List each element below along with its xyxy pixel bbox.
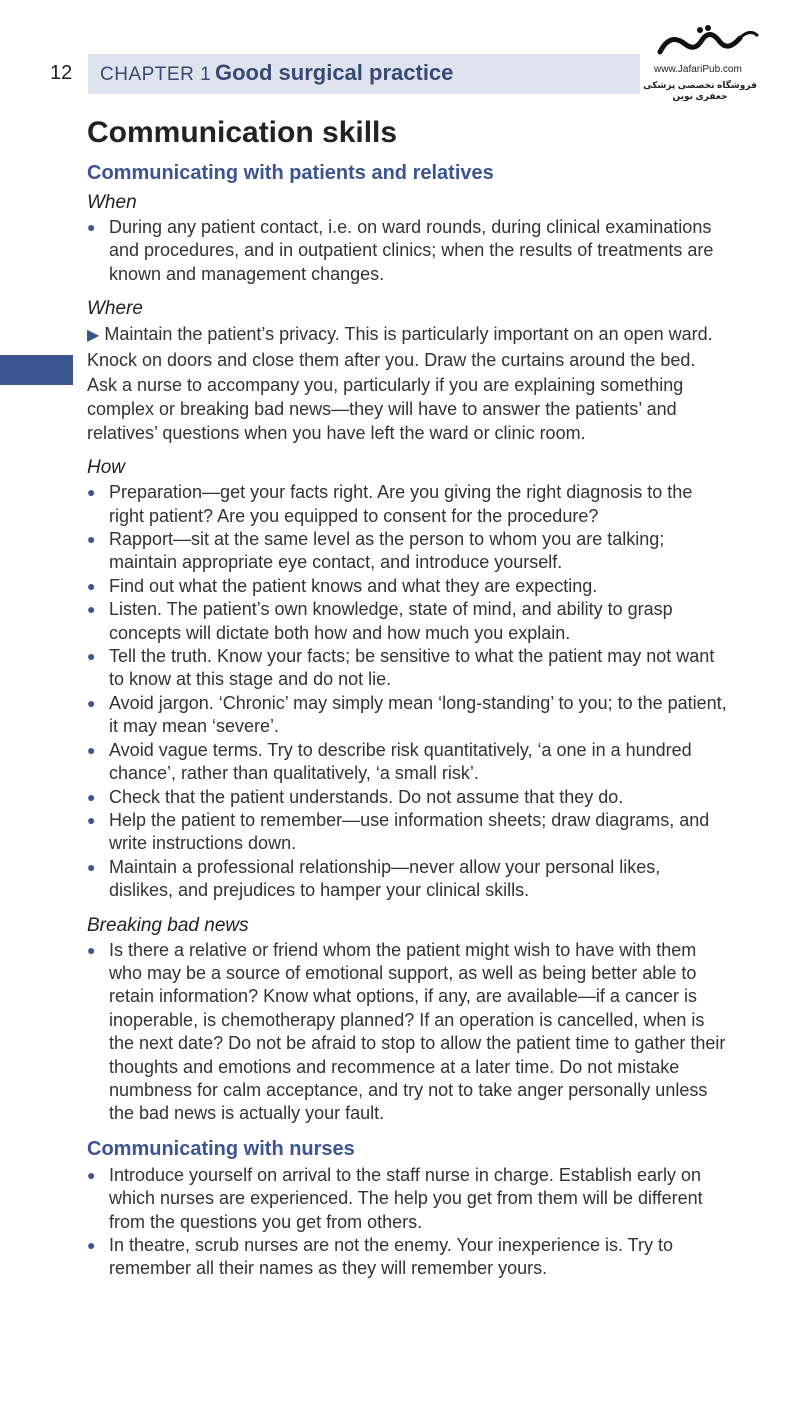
list-item	[87, 528, 727, 575]
subsection-heading-how: How	[87, 457, 126, 479]
section-heading-patients: Communicating with patients and relatives	[87, 162, 494, 184]
bullet-dot-icon: ●	[87, 694, 96, 711]
list-item	[87, 692, 727, 739]
list-item-text: Check that the patient understands. Do not assume that they do.	[109, 786, 624, 807]
bullet-dot-icon: ●	[87, 577, 96, 594]
bullet-dot-icon: ●	[87, 219, 96, 235]
how-list	[87, 481, 727, 902]
list-item-text: Preparation—get your facts right. Are you giving the right diagnosis to the right patient? Are you equipped to consent for the procedure?	[109, 482, 693, 526]
list-item-text: Is there a relative or friend whom the patient might wish to have with them who may be a source of emotional support, as well as being better able to retain information? Know what options, if any, are available—if a cancer is inoperable, is chemotherapy planned? If an operation is cancelled, when is the next date? Do not be afraid to stop to allow the patient time to gather their thoughts and emotions and recommence at a later time. Do not mistake numbness for calm acceptance, and try not to take anger personally unless the bad news is actually your fault.	[109, 939, 726, 1124]
right-triangle-arrow-icon: ▶	[87, 327, 100, 345]
list-item	[87, 856, 727, 903]
list-item-text: Avoid jargon. ‘Chronic’ may simply mean ‘long-standing’ to you; to the patient, it may mean ‘severe’.	[109, 692, 727, 737]
bullet-dot-icon: ●	[87, 531, 96, 548]
list-item	[87, 786, 727, 809]
where-paragraph	[87, 322, 727, 445]
list-item-text: In theatre, scrub nurses are not the enemy. Your inexperience is. Try to remember all their names as they will remember yours.	[109, 1235, 673, 1279]
where-paragraph-text: Maintain the patient’s privacy. This is particularly important on an open ward. Knock on doors and close them after you. Draw the curtains around the bed. Ask a nurse to accompany you, particularly if you are explaining something complex or breaking bad news—they will have to answer the patients’ and relatives’ questions when you have left the ward or clinic room.	[87, 324, 713, 444]
when-list	[87, 216, 727, 286]
subsection-heading-when: When	[87, 192, 137, 213]
section-heading-nurses: Communicating with nurses	[87, 1137, 355, 1160]
list-item-text: Introduce yourself on arrival to the staff nurse in charge. Establish early on which nurses are experienced. The help you get from them will be different from the questions you get from others.	[109, 1164, 703, 1232]
list-item-text: Maintain a professional relationship—never allow your personal likes, dislikes, and prejudices to hamper your clinical skills.	[109, 856, 661, 901]
list-item	[87, 1234, 727, 1281]
chapter-label: CHAPTER 1	[100, 64, 212, 85]
publisher-subtitle: فروشگاه تخصصی پزشکی جعفری نوین	[643, 80, 757, 101]
list-item	[87, 481, 727, 528]
list-item-text: During any patient contact, i.e. on ward rounds, during clinical examinations and procedures, and in outpatient clinics; when the results of treatments are known and management changes.	[109, 217, 714, 284]
bullet-dot-icon: ●	[87, 1237, 96, 1254]
bullet-dot-icon: ●	[87, 601, 96, 618]
list-item-text: Tell the truth. Know your facts; be sensitive to what the patient may not want to know at this stage and do not lie.	[109, 646, 715, 690]
list-item	[87, 645, 727, 692]
publisher-logo-icon	[640, 22, 770, 66]
list-item	[87, 739, 727, 786]
list-item-text: Find out what the patient knows and what they are expecting.	[109, 575, 598, 596]
bullet-dot-icon: ●	[87, 741, 96, 758]
subsection-heading-bad-news: Breaking bad news	[87, 914, 249, 936]
bullet-dot-icon: ●	[87, 648, 96, 665]
list-item-text: Rapport—sit at the same level as the person to whom you are talking; maintain appropriate eye contact, and introduce yourself.	[109, 529, 665, 573]
publisher-url: www.JafariPub.com	[654, 64, 742, 75]
nurses-list	[87, 1164, 727, 1281]
list-item	[87, 939, 727, 1126]
bullet-dot-icon: ●	[87, 1166, 96, 1183]
bullet-dot-icon: ●	[87, 484, 96, 501]
list-item-text: Listen. The patient’s own knowledge, state of mind, and ability to grasp concepts will dictate both how and how much you explain.	[109, 599, 673, 643]
page-number: 12	[50, 62, 73, 84]
chapter-side-tab	[0, 355, 73, 385]
list-item	[87, 809, 727, 856]
subsection-heading-where: Where	[87, 298, 143, 320]
list-item	[87, 598, 727, 645]
bullet-dot-icon: ●	[87, 941, 96, 958]
chapter-title: Good surgical practice	[215, 60, 454, 85]
page-content	[87, 112, 727, 1281]
page-title: Communication skills	[87, 116, 398, 149]
bad-news-list	[87, 939, 727, 1126]
list-item	[87, 575, 727, 598]
bullet-dot-icon: ●	[87, 858, 96, 875]
list-item	[87, 1164, 727, 1234]
bullet-dot-icon: ●	[87, 811, 96, 828]
list-item	[87, 216, 727, 286]
list-item-text: Avoid vague terms. Try to describe risk quantitatively, ‘a one in a hundred chance’, rather than qualitatively, ‘a small risk’.	[109, 739, 692, 784]
bullet-dot-icon: ●	[87, 788, 96, 805]
list-item-text: Help the patient to remember—use information sheets; draw diagrams, and write instructions down.	[109, 809, 710, 854]
